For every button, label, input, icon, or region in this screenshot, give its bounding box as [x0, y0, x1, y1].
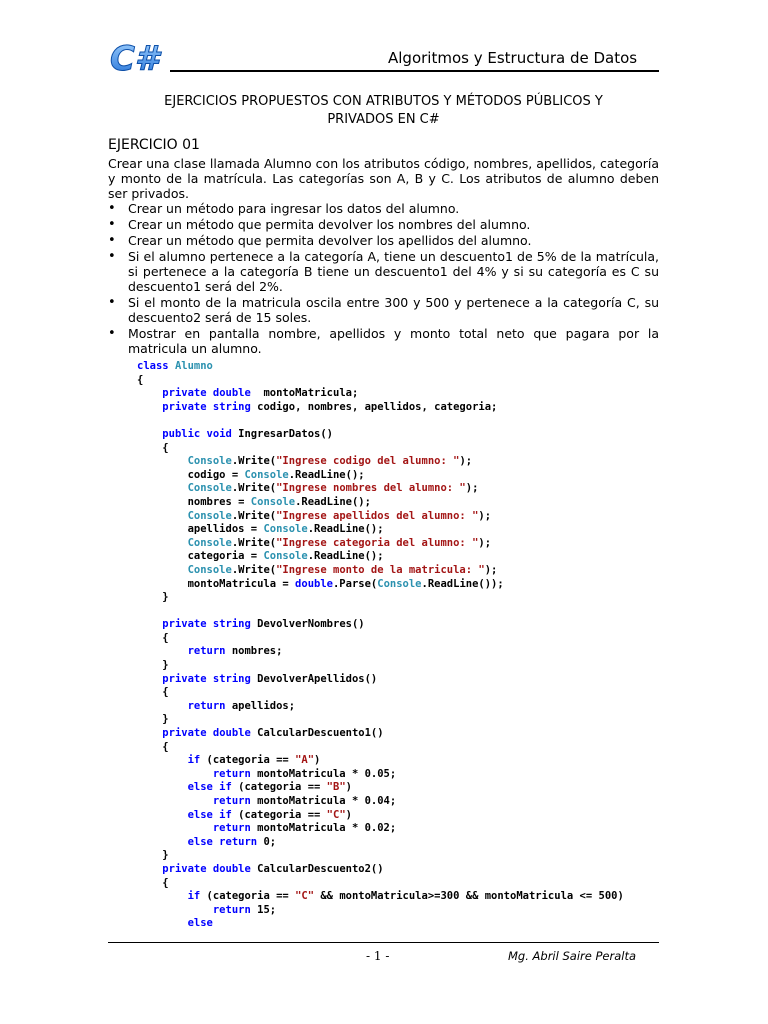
code-line: [137, 809, 667, 823]
code-token: {: [137, 740, 169, 753]
code-token: return: [212, 903, 251, 916]
code-token: return: [212, 795, 251, 807]
exercise-heading: EJERCICIO 01: [108, 137, 200, 153]
code-line: [137, 455, 667, 469]
code-token: montoMatricula * 0.05;: [250, 767, 397, 780]
code-token: .Write(: [231, 536, 277, 549]
code-line: [137, 781, 667, 795]
code-token: {: [137, 373, 144, 386]
code-token: [137, 455, 188, 467]
code-line: [137, 469, 667, 483]
code-token: [137, 645, 188, 657]
code-token: [137, 836, 188, 848]
code-line: [137, 564, 667, 578]
list-item: • Si el monto de la matricula oscila entre 300 y 500 y pertenece a la categoría C, su descuento2 será de 15 soles.: [108, 295, 659, 325]
code-token: [137, 809, 188, 821]
code-line: [137, 605, 667, 619]
code-line: [137, 917, 667, 931]
code-token: [137, 510, 188, 522]
page-number: - 1 -: [366, 949, 390, 963]
code-token: montoMatricula * 0.02;: [250, 822, 397, 835]
svg-text:C#: C#: [110, 39, 159, 77]
code-token: [137, 822, 213, 834]
code-token: apellidos =: [137, 523, 264, 536]
code-token: );: [465, 482, 479, 495]
code-line: [137, 822, 667, 836]
code-token: return: [187, 645, 226, 658]
code-token: [137, 387, 162, 399]
code-line: [137, 673, 667, 687]
code-token: [137, 863, 162, 875]
code-token: "Ingrese monto de la matricula: ": [276, 563, 485, 576]
list-item: • Si el alumno pertenece a la categoría A, tiene un descuento1 de 5% de la matrícula, si pertenece a la categoría B tiene un descuento1 del 4% y si su categoría es C su descuento1 será del 2%.: [108, 249, 659, 294]
code-line: [137, 428, 667, 442]
list-item: • Mostrar en pantalla nombre, apellidos y monto total neto que pagara por la matricula un alumno.: [108, 326, 659, 356]
code-token: Console: [187, 509, 232, 522]
code-token: "Ingrese categoria del alumno: ": [276, 536, 479, 549]
code-token: "Ingrese codigo del alumno: ": [276, 455, 460, 468]
code-line: [137, 877, 667, 891]
code-token: [137, 917, 188, 929]
code-token: CalcularDescuento1(): [250, 727, 384, 740]
code-token: "C": [295, 890, 315, 903]
code-token: Console: [377, 577, 422, 590]
code-token: [137, 673, 162, 685]
code-line: [137, 700, 667, 714]
exercise-intro: Crear una clase llamada Alumno con los atributos código, nombres, apellidos, categoría y monto de la matrícula. Las categorías son A, B y C. Los atributos de alumno deben ser privados.: [108, 156, 659, 201]
course-title: Algoritmos y Estructura de Datos: [388, 49, 638, 67]
code-token: CalcularDescuento2(): [250, 862, 384, 875]
page-title: [108, 93, 659, 129]
code-token: if: [187, 890, 201, 903]
code-token: "B": [326, 781, 346, 794]
csharp-logo-icon: [108, 37, 164, 77]
code-token: [137, 795, 213, 807]
code-token: {: [137, 876, 169, 889]
code-line: [137, 618, 667, 632]
code-token: Console: [187, 536, 232, 549]
code-line: [137, 849, 667, 863]
code-token: Console: [250, 495, 296, 508]
code-line: [137, 414, 667, 428]
code-line: [137, 591, 667, 605]
code-token: else if: [187, 781, 232, 794]
code-token: "A": [295, 754, 315, 767]
code-token: if: [187, 754, 201, 767]
header-divider: [170, 70, 659, 72]
code-token: .Write(: [231, 509, 277, 522]
code-token: [137, 904, 213, 916]
code-token: .Write(: [231, 455, 277, 468]
code-token: }: [137, 659, 169, 672]
code-line: [137, 768, 667, 782]
code-token: codigo =: [137, 468, 245, 481]
code-token: [137, 428, 162, 440]
code-token: );: [478, 536, 492, 549]
code-line: [137, 360, 667, 374]
code-token: ): [345, 781, 352, 794]
code-token: {: [137, 441, 169, 454]
code-line: [137, 836, 667, 850]
code-token: .Parse(: [332, 577, 378, 590]
code-token: Console: [187, 482, 232, 495]
code-line: [137, 904, 667, 918]
code-token: && montoMatricula>=300 && montoMatricula <= 500): [314, 890, 624, 903]
code-line: [137, 578, 667, 592]
code-token: }: [137, 591, 169, 604]
code-token: );: [484, 563, 498, 576]
code-token: (categoria ==: [231, 781, 327, 794]
code-token: apellidos;: [225, 699, 296, 712]
code-token: public void: [162, 427, 232, 440]
code-line: [137, 510, 667, 524]
code-token: ): [314, 754, 321, 767]
code-token: );: [459, 455, 473, 468]
code-line: [137, 387, 667, 401]
requirements-list: [108, 201, 659, 357]
code-token: (categoria ==: [231, 808, 327, 821]
code-line: [137, 741, 667, 755]
code-line: [137, 659, 667, 673]
code-token: ): [345, 808, 352, 821]
code-token: return: [212, 767, 251, 780]
code-token: .ReadLine();: [295, 495, 371, 508]
code-line: [137, 754, 667, 768]
code-token: [137, 564, 188, 576]
code-token: [137, 401, 162, 413]
code-line: [137, 374, 667, 388]
code-token: return: [212, 822, 251, 835]
code-token: [137, 727, 162, 739]
list-item: • Crear un método que permita devolver los apellidos del alumno.: [108, 233, 659, 248]
code-token: [137, 700, 188, 712]
code-token: "C": [326, 808, 346, 821]
code-token: else: [187, 917, 213, 930]
code-token: private double: [162, 862, 251, 875]
code-token: nombres;: [225, 645, 283, 658]
code-token: private string: [162, 400, 251, 413]
code-token: "Ingrese apellidos del alumno: ": [276, 509, 479, 522]
code-line: [137, 632, 667, 646]
code-token: montoMatricula;: [250, 387, 359, 400]
code-token: Console: [263, 550, 308, 563]
code-line: [137, 537, 667, 551]
code-line: [137, 442, 667, 456]
code-line: [137, 550, 667, 564]
code-token: .Write(: [231, 563, 277, 576]
code-token: nombres =: [137, 495, 251, 508]
code-token: {: [137, 686, 169, 699]
code-token: {: [137, 631, 169, 644]
code-line: [137, 863, 667, 877]
code-token: 0;: [257, 835, 277, 848]
code-token: [137, 537, 188, 549]
code-token: Console: [187, 563, 232, 576]
code-token: Console: [263, 523, 308, 536]
code-token: 15;: [250, 903, 277, 916]
code-line: [137, 401, 667, 415]
code-token: DevolverApellidos(): [250, 672, 378, 685]
code-token: else if: [187, 808, 232, 821]
footer-divider: [108, 942, 659, 943]
code-token: codigo, nombres, apellidos, categoria;: [250, 400, 498, 413]
code-token: Console: [244, 468, 289, 481]
code-token: .ReadLine();: [288, 468, 365, 481]
code-token: montoMatricula =: [137, 577, 296, 590]
code-token: montoMatricula * 0.04;: [250, 795, 397, 807]
code-token: IngresarDatos(): [231, 427, 333, 440]
code-token: .ReadLine());: [421, 577, 504, 590]
code-line: [137, 727, 667, 741]
code-line: [137, 523, 667, 537]
code-token: [137, 781, 188, 793]
code-token: [137, 482, 188, 494]
author-name: Mg. Abril Saire Peralta: [508, 949, 637, 963]
code-token: private double: [162, 727, 251, 740]
code-token: [137, 754, 188, 766]
code-line: [137, 686, 667, 700]
code-token: private string: [162, 672, 251, 685]
page-title-line: PRIVADOS EN C#: [327, 112, 440, 127]
code-token: private string: [162, 618, 251, 631]
code-line: [137, 795, 667, 809]
code-token: .ReadLine();: [307, 550, 384, 563]
code-token: return: [187, 699, 226, 712]
code-line: [137, 645, 667, 659]
code-token: (categoria ==: [200, 754, 296, 767]
code-token: .Write(: [231, 482, 277, 495]
code-token: );: [478, 509, 492, 522]
list-item: • Crear un método que permita devolver los nombres del alumno.: [108, 217, 659, 232]
page-title-line: EJERCICIOS PROPUESTOS CON ATRIBUTOS Y MÉTODOS PÚBLICOS Y: [164, 94, 603, 109]
code-listing: [137, 360, 667, 931]
list-item: • Crear un método para ingresar los datos del alumno.: [108, 201, 659, 216]
code-token: [137, 768, 213, 780]
code-token: Console: [187, 455, 232, 468]
code-line: [137, 496, 667, 510]
code-line: [137, 713, 667, 727]
code-token: [137, 618, 162, 630]
code-token: private double: [162, 387, 251, 400]
code-token: (categoria ==: [200, 890, 296, 903]
code-token: class: [137, 360, 175, 372]
code-token: categoria =: [137, 550, 264, 563]
code-token: DevolverNombres(): [250, 618, 365, 631]
code-token: .ReadLine();: [307, 523, 384, 536]
code-line: [137, 890, 667, 904]
code-line: [137, 482, 667, 496]
code-token: "Ingrese nombres del alumno: ": [276, 482, 466, 495]
code-token: [137, 890, 188, 902]
code-token: else return: [187, 835, 258, 848]
code-token: double: [295, 577, 333, 590]
code-token: Alumno: [174, 360, 213, 372]
code-token: }: [137, 713, 169, 726]
code-token: }: [137, 849, 169, 862]
